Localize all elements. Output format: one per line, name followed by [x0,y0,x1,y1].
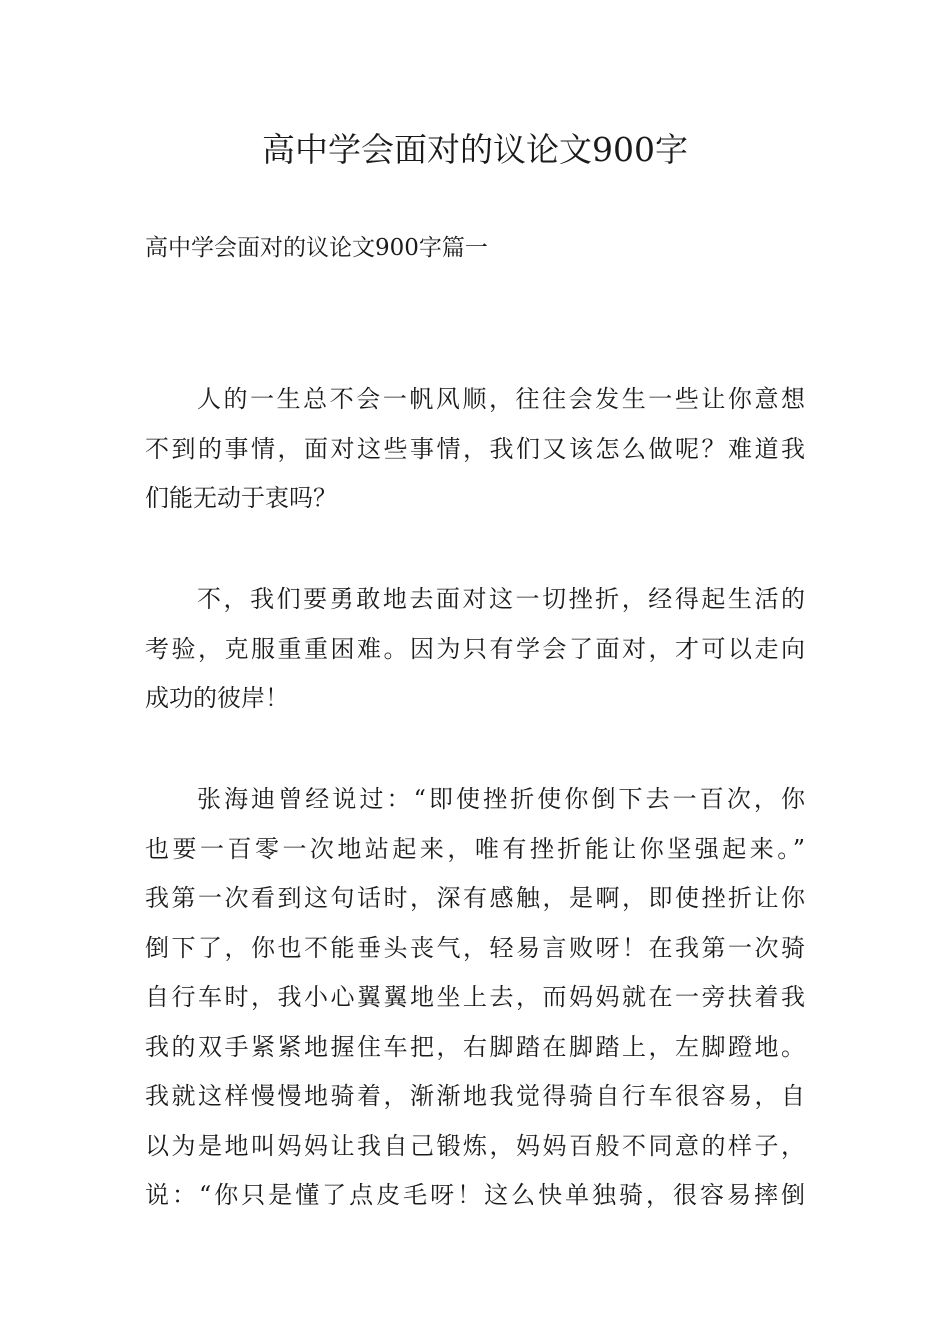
paragraph-line: 我的双手紧紧地握住车把，右脚踏在脚踏上，左脚蹬地。 [145,1032,805,1061]
paragraph-line: 自行车时，我小心翼翼地坐上去，而妈妈就在一旁扶着我 [145,983,805,1011]
paragraph-line: 考验，克服重重困难。因为只有学会了面对，才可以走向 [145,634,805,663]
paragraph-line: 以为是地叫妈妈让我自己锻炼，妈妈百般不同意的样子， [145,1131,805,1160]
paragraph-3 [145,775,805,1221]
paragraph-1 [145,375,805,524]
paragraph-line: 们能无动于衷吗？ [145,484,337,512]
paragraph-line: 成功的彼岸！ [145,684,289,712]
paragraph-line: 不到的事情，面对这些事情，我们又该怎么做呢？难道我 [145,434,805,463]
paragraph-line: 倒下了，你也不能垂头丧气，轻易言败呀！在我第一次骑 [145,933,805,962]
paragraph-line: 张海迪曾经说过：“即使挫折使你倒下去一百次，你 [197,785,805,813]
paragraph-line: 我就这样慢慢地骑着，渐渐地我觉得骑自行车很容易，自 [145,1082,805,1110]
paragraph-2 [145,575,805,724]
paragraph-line: 我第一次看到这句话时，深有感触，是啊，即使挫折让你 [145,884,805,912]
document-title: 高中学会面对的议论文900字 [262,130,688,169]
document-subtitle: 高中学会面对的议论文900字篇一 [145,235,488,261]
paragraph-line: 说：“你只是懂了点皮毛呀！这么快单独骑，很容易摔倒 [145,1181,805,1209]
paragraph-line: 也要一百零一次地站起来，唯有挫折能让你坚强起来。” [145,834,805,863]
paragraph-line: 人的一生总不会一帆风顺，往往会发生一些让你意想 [197,385,805,413]
paragraph-line: 不，我们要勇敢地去面对这一切挫折，经得起生活的 [197,585,805,613]
